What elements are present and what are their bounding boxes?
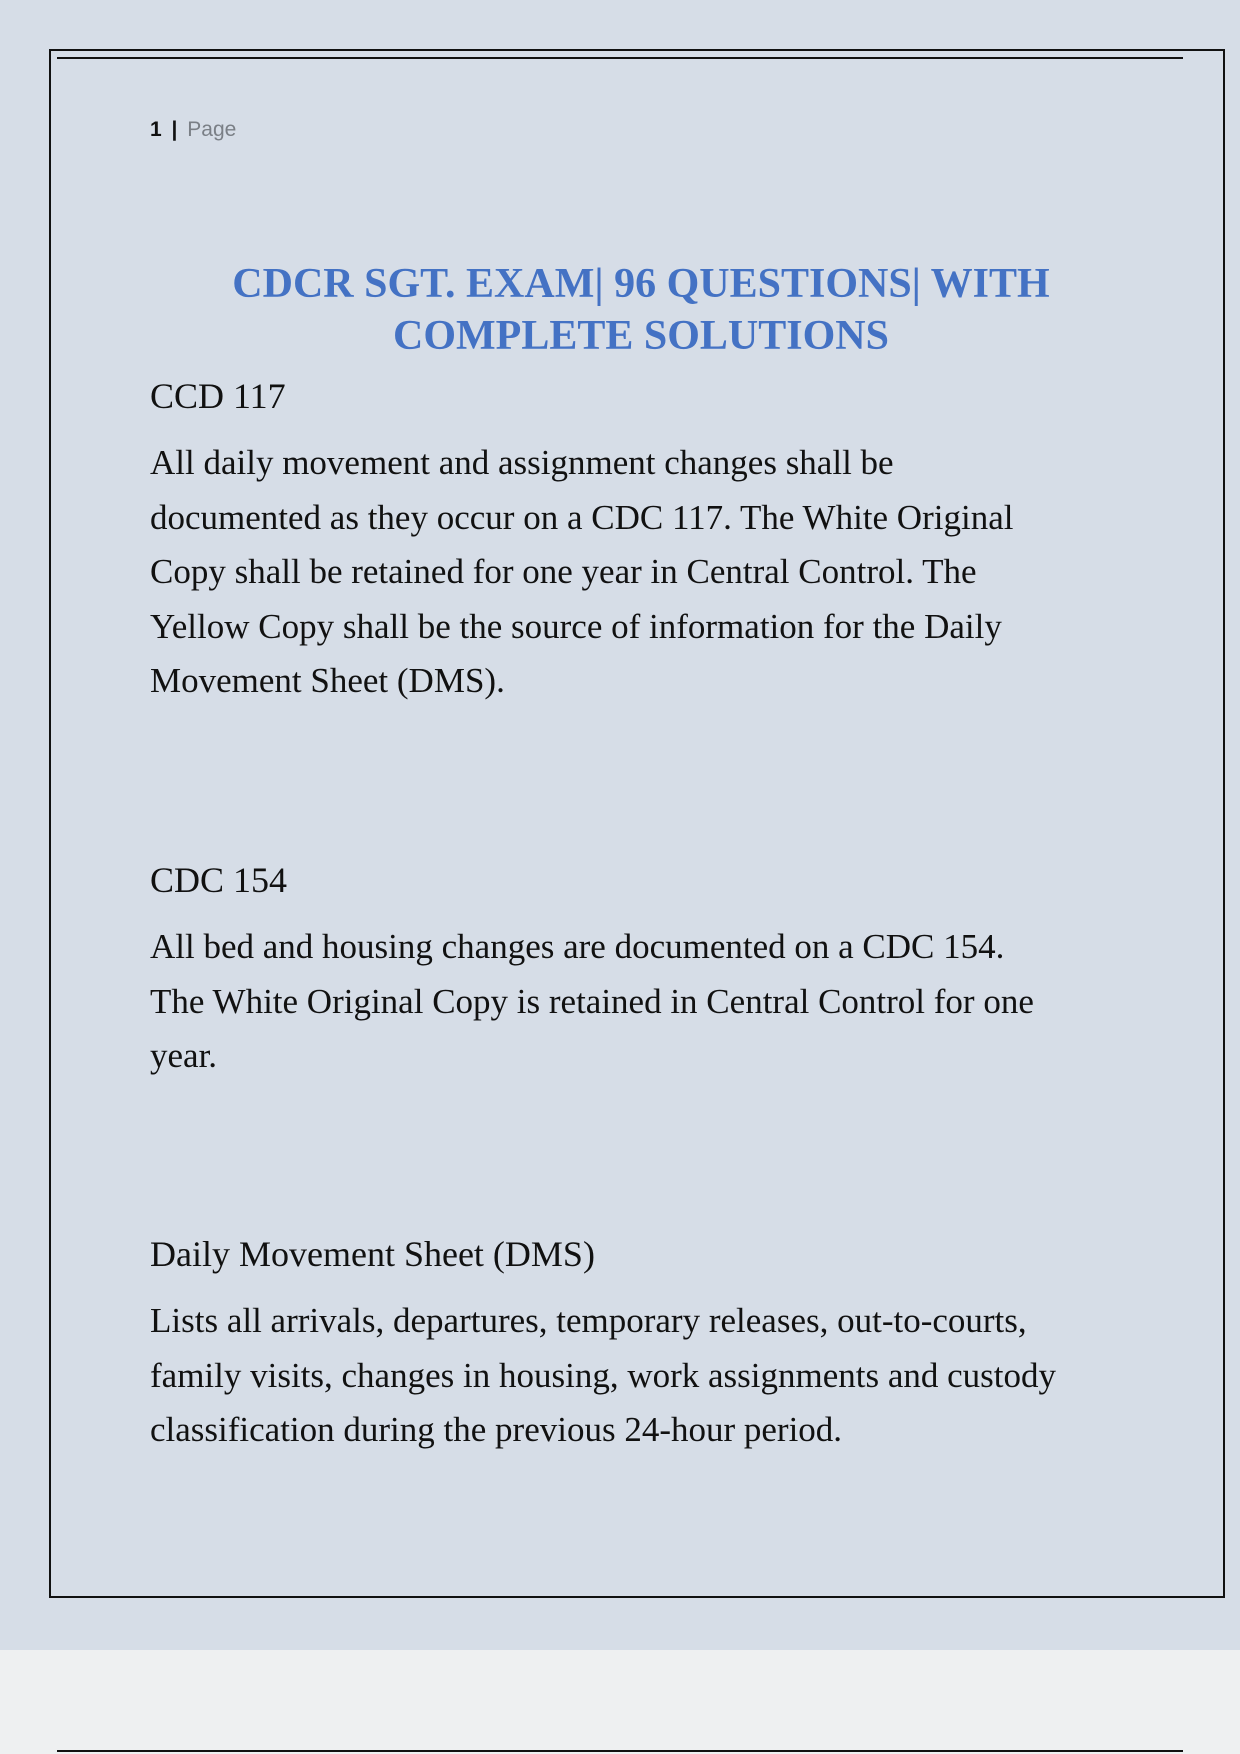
document-title-line-1: CDCR SGT. EXAM| 96 QUESTIONS| WITH [232, 261, 1050, 307]
answer-text [150, 1294, 1140, 1458]
page-number-header [150, 118, 236, 142]
term-heading: Daily Movement Sheet (DMS) [150, 1234, 595, 1274]
answer-line: family visits, changes in housing, work assignments and custody [150, 1355, 1057, 1395]
term-heading: CCD 117 [150, 376, 286, 416]
page-number-separator: | [171, 118, 178, 141]
answer-line: Copy shall be retained for one year in Central Control. The [150, 552, 977, 591]
term-heading: CDC 154 [150, 860, 288, 900]
answer-line: All daily movement and assignment changes shall be [150, 443, 894, 482]
page-number: 1 [150, 118, 162, 141]
answer-text [150, 920, 1140, 1084]
qa-entry-cdc-154 [150, 858, 1140, 1084]
answer-text [150, 436, 1140, 709]
answer-line: Yellow Copy shall be the source of information for the Daily [150, 606, 1002, 646]
header-rule [57, 57, 1183, 59]
answer-line: documented as they occur on a CDC 117. The White Original [150, 497, 1014, 537]
answer-line: Movement Sheet (DMS). [150, 661, 505, 700]
document-title-line-2: COMPLETE SOLUTIONS [393, 313, 889, 359]
answer-line: Lists all arrivals, departures, temporary releases, out-to-courts, [150, 1301, 1027, 1340]
page-label: Page [187, 118, 237, 141]
next-page-header-rule [57, 1750, 1183, 1752]
answer-line: The White Original Copy is retained in Central Control for one [150, 981, 1034, 1021]
qa-entry-cdc-117 [150, 374, 1140, 709]
answer-line: classification during the previous 24-hour period. [150, 1410, 843, 1449]
answer-line: All bed and housing changes are documented on a CDC 154. [150, 927, 1005, 966]
document-title [150, 258, 1132, 362]
qa-entry-daily-movement-sheet [150, 1232, 1140, 1458]
answer-line: year. [150, 1036, 218, 1075]
